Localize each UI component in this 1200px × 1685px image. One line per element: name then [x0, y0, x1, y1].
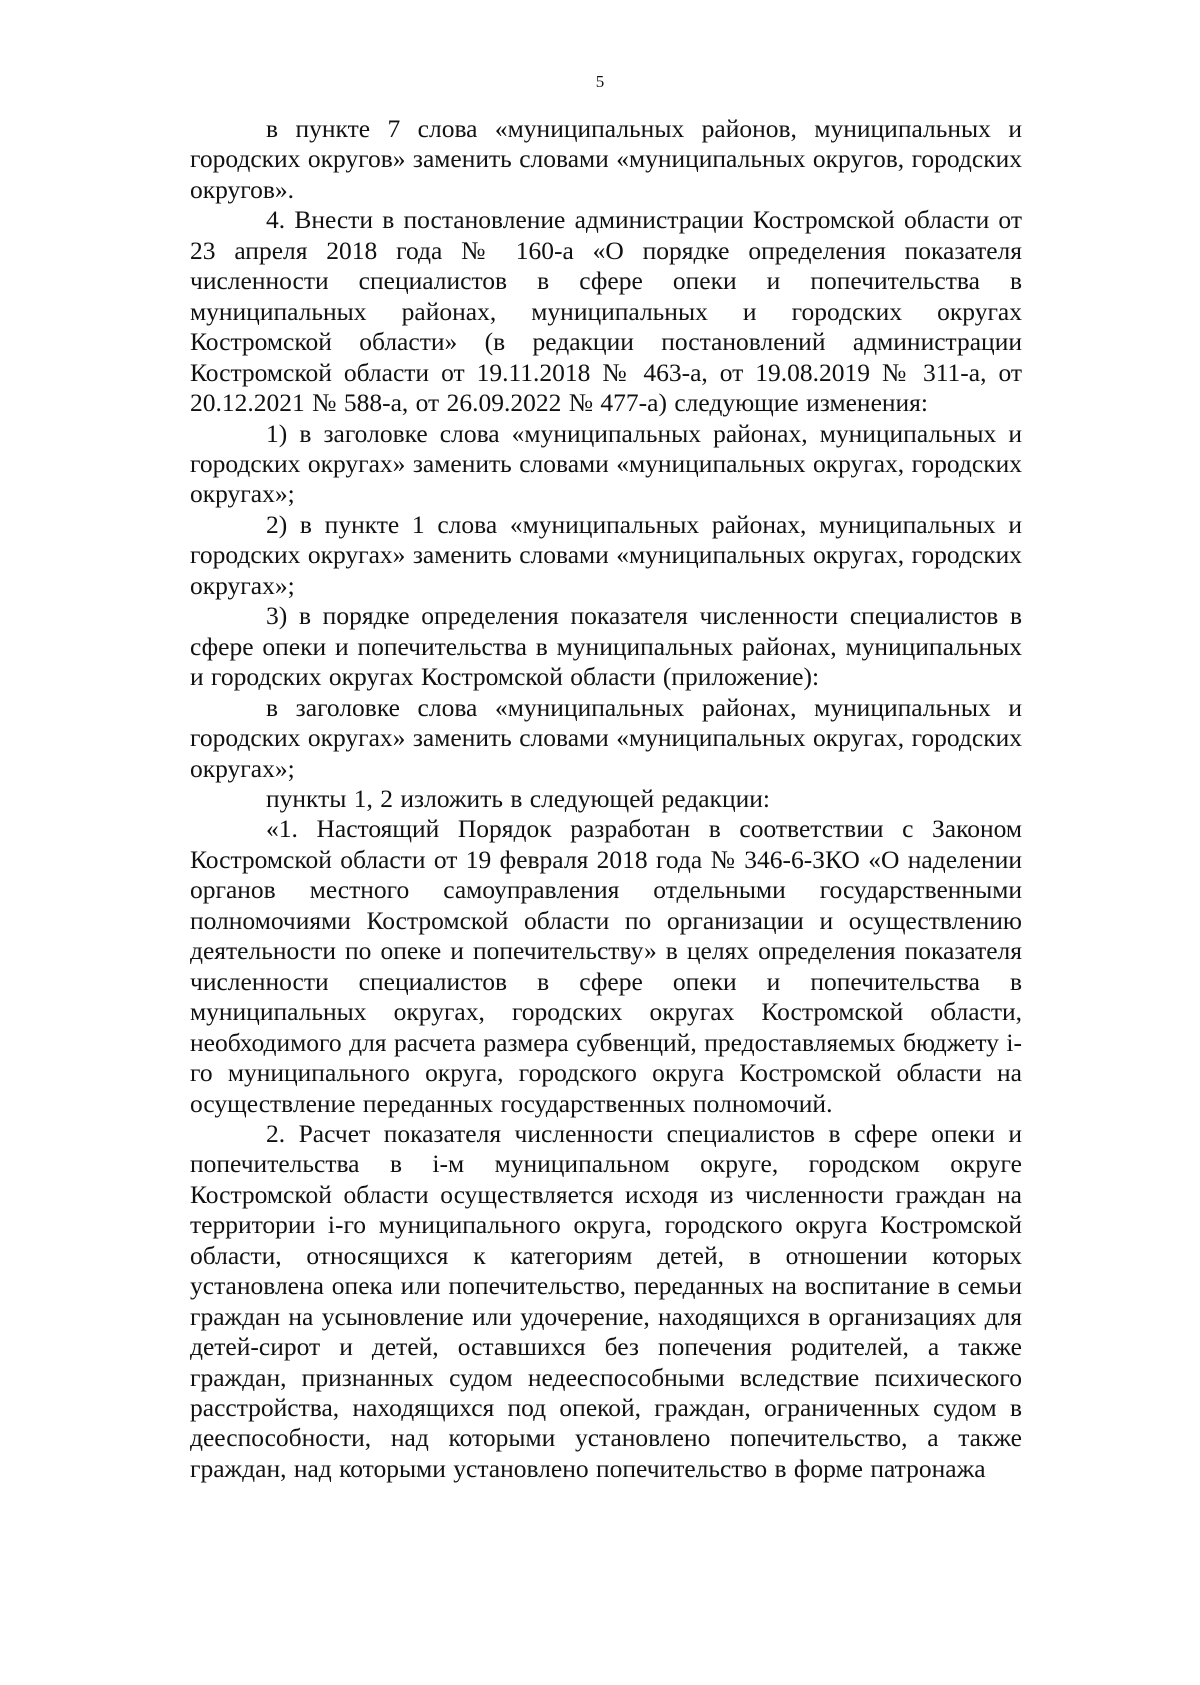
paragraph-section-4: 4. Внести в постановление администрации Костромской области от 23 апреля 2018 года № 160-а «О порядке определения показателя численности специалистов в сфере опеки и попечительства в муниципальных районах, муниципальных и городских округах Костромской области» (в редакции постановлений администрации Костромской области от 19.11.2018 № 463-а, от 19.08.2019 № 311-а, от 20.12.2021 № 588-а, от 26.09.2022 № 477-а) следующие изменения:: [190, 205, 1022, 418]
paragraph-change-2: 2) в пункте 1 слова «муниципальных районах, муниципальных и городских округах» заменить словами «муниципальных округах, городских округах»;: [190, 509, 1022, 600]
paragraph-clause-1: «1. Настоящий Порядок разработан в соответствии с Законом Костромской области от 19 февраля 2018 года № 346-6-ЗКО «О наделении органов местного самоуправления отдельными государственными полномочиями Костромской области по организации и осуществлению деятельности по опеке и попечительству» в целях определения показателя численности специалистов в сфере опеки и попечительства в муниципальных округах, городских округах Костромской области, необходимого для расчета размера субвенций, предоставляемых бюджету i-го муниципального округа, городского округа Костромской области на осуществление переданных государственных полномочий.: [190, 814, 1022, 1118]
paragraph-change-3: 3) в порядке определения показателя численности специалистов в сфере опеки и попечительства в муниципальных районах, муниципальных и городских округах Костромской области (приложение):: [190, 601, 1022, 692]
paragraph-clause-2: 2. Расчет показателя численности специалистов в сфере опеки и попечительства в i-м муниципальном округе, городском округе Костромской области осуществляется исходя из численности граждан на территории i-го муниципального округа, городского округа Костромской области, относящихся к категориям детей, в отношении которых установлена опека или попечительство, переданных на воспитание в семьи граждан на усыновление или удочерение, находящихся в организациях для детей-сирот и детей, оставшихся без попечения родителей, а также граждан, признанных судом недееспособными вследствие психического расстройства, находящихся под опекой, граждан, ограниченных судом в дееспособности, над которыми установлено попечительство, а также граждан, над которыми установлено попечительство в форме патронажа: [190, 1118, 1022, 1483]
paragraph-item-7-amendment: в пункте 7 слова «муниципальных районов, муниципальных и городских округов» заменить словами «муниципальных округов, городских округов».: [190, 114, 1022, 204]
paragraph-title-amendment: в заголовке слова «муниципальных районах, муниципальных и городских округах» заменить словами «муниципальных округах, городских округах»;: [190, 692, 1022, 783]
paragraph-change-1: 1) в заголовке слова «муниципальных районах, муниципальных и городских округах» заменить словами «муниципальных округах, городских округах»;: [190, 418, 1022, 509]
document-body: [190, 114, 1022, 1484]
page-number: 5: [595, 72, 605, 91]
paragraph-new-wording-intro: пункты 1, 2 изложить в следующей редакции:: [266, 783, 770, 813]
